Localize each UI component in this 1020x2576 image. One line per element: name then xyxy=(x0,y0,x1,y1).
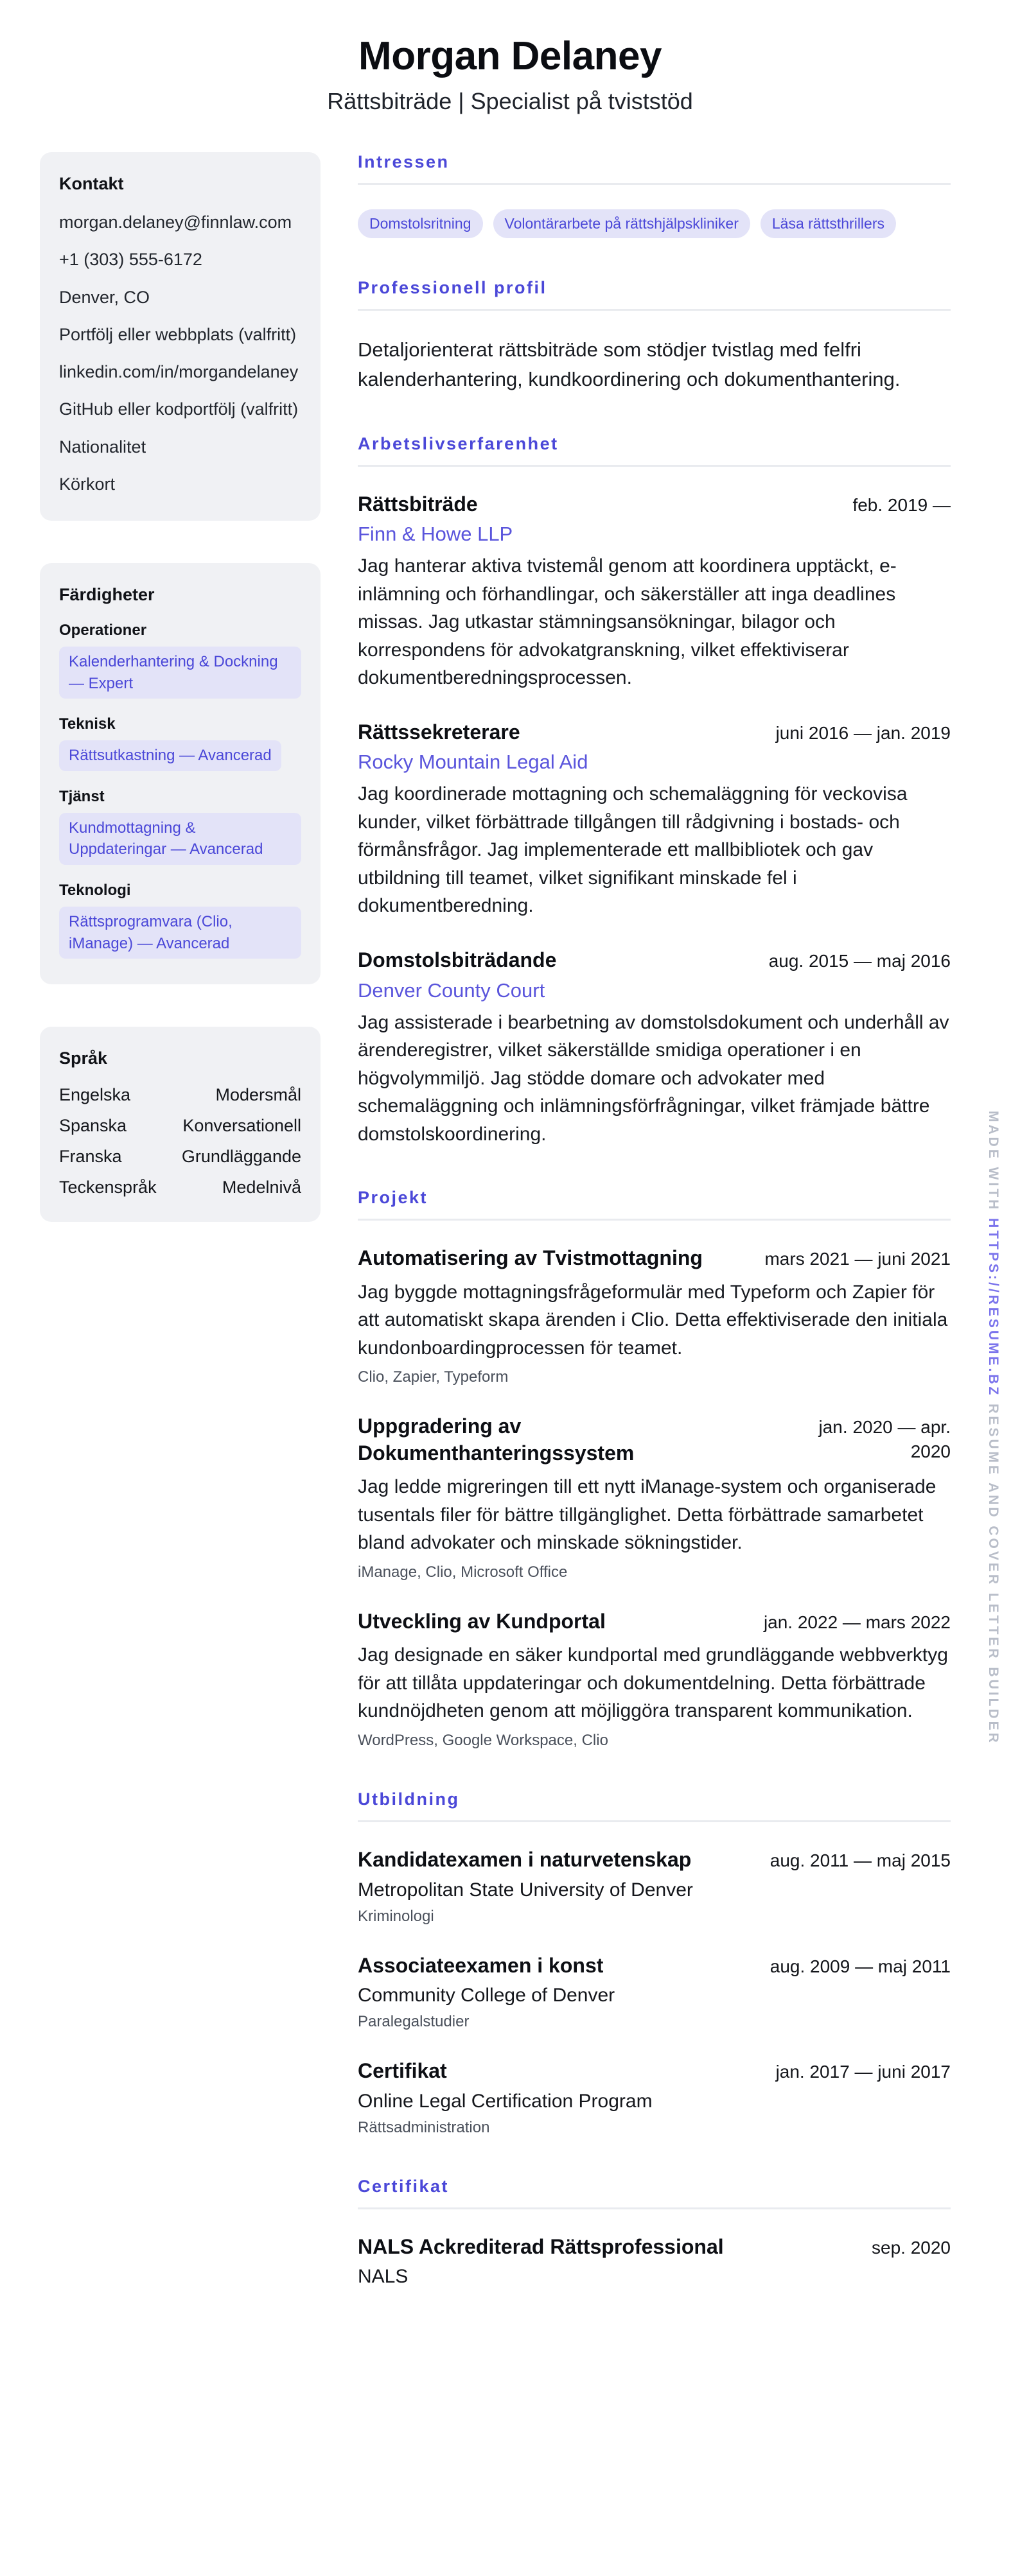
contact-location: Denver, CO xyxy=(59,287,150,307)
project-entry xyxy=(358,1245,951,1386)
section-interests xyxy=(358,152,951,238)
interest-tag: Läsa rättsthrillers xyxy=(761,209,896,238)
contact-portfolio-placeholder: Portfölj eller webbplats (valfritt) xyxy=(59,324,297,344)
interest-tag: Volontärarbete på rättshjälpskliniker xyxy=(493,209,750,238)
certificate-entry xyxy=(358,2234,951,2288)
project-description: Jag designade en säker kundportal med grundläggande webbverktyg för att tillåta uppdateringar och dokumentdelning. Detta förbättrade kundnöjdheten genom att möjliggöra transparent kommunikation. xyxy=(358,1644,948,1722)
project-date: jan. 2020 — apr. 2020 xyxy=(818,1417,951,1461)
contact-github-placeholder: GitHub eller kodportfölj (valfritt) xyxy=(59,399,299,419)
interests-heading: Intressen xyxy=(358,152,951,185)
job-description: Jag assisterade i bearbetning av domstolsdokument och underhåll av ärenderegistrer, vilket säkerställde smidiga operationer i en högvolymmiljö. Jag stödde domare och advokater med schemaläggning och inlämningsförfrågningar, vilket främjade bättre domstolskoordinering. xyxy=(358,1011,949,1145)
school-name: Metropolitan State University of Denver xyxy=(358,1879,693,1901)
project-description: Jag byggde mottagningsfrågeformulär med Typeform och Zapier för att automatiskt skapa ärenden i Clio. Detta effektiviserade den initiala kundonboardingprocessen för teamet. xyxy=(358,1281,948,1359)
main-content xyxy=(358,152,951,2328)
school-name: Online Legal Certification Program xyxy=(358,2090,653,2112)
project-tech: iManage, Clio, Microsoft Office xyxy=(358,1563,568,1581)
candidate-title: Rättsbiträde | Specialist på tviststöd xyxy=(327,88,693,114)
experience-heading: Arbetslivserfarenhet xyxy=(358,434,951,467)
project-tech: WordPress, Google Workspace, Clio xyxy=(358,1731,608,1749)
job-date: feb. 2019 — xyxy=(852,494,951,515)
language-level: Modersmål xyxy=(215,1085,301,1105)
contact-email[interactable]: morgan.delaney@finnlaw.com xyxy=(59,213,292,232)
languages-card-title: Språk xyxy=(59,1049,108,1068)
language-row xyxy=(59,1147,301,1167)
language-name: Franska xyxy=(59,1147,122,1167)
language-level: Grundläggande xyxy=(181,1147,301,1167)
project-tech: Clio, Zapier, Typeform xyxy=(358,1368,509,1386)
field-of-study: Kriminologi xyxy=(358,1907,434,1925)
job-description: Jag koordinerade mottagning och schemaläggning för veckovisa kunder, vilket förbättrade tillgången till rådgivning i bostads- och förmånsfrågor. Jag implementerade ett mallbibliotek och gav utbildning till teamet, vilket signifikant minskade fel i dokumentberedning. xyxy=(358,783,908,917)
language-level: Medelnivå xyxy=(222,1178,301,1197)
job-description: Jag hanterar aktiva tvistemål genom att koordinera upptäckt, e-inlämning och förhandlingar, och säkerställer att inga deadlines missas. Jag utkastar stämningsansökningar, bilagor och korrespondens för advokatgranskning, vilket effektiviserar dokumentberedningsprocessen. xyxy=(358,555,897,689)
watermark-tagline: RESUME AND COVER LETTER BUILDER xyxy=(986,1397,1001,1745)
section-profile xyxy=(358,278,951,394)
company-link[interactable]: Finn & Howe LLP xyxy=(358,523,513,546)
skill-tag: Rättsutkastning — Avancerad xyxy=(59,740,281,771)
section-projects xyxy=(358,1188,951,1750)
skill-tag: Rättsprogramvara (Clio, iManage) — Avancerad xyxy=(59,907,301,959)
skill-tag: Kalenderhantering & Dockning — Expert xyxy=(59,647,301,699)
watermark-made-with: MADE WITH xyxy=(986,1111,1001,1219)
certificate-title: NALS Ackrediterad Rättsprofessional xyxy=(358,2234,724,2258)
project-title: Automatisering av Tvistmottagning xyxy=(358,1246,703,1270)
language-name: Teckenspråk xyxy=(59,1178,157,1197)
job-date: aug. 2015 — maj 2016 xyxy=(768,950,951,971)
field-of-study: Rättsadministration xyxy=(358,2118,490,2136)
education-date: aug. 2011 — maj 2015 xyxy=(769,1850,951,1870)
certificate-date: sep. 2020 xyxy=(872,2237,951,2258)
resume-body xyxy=(0,152,1020,2328)
job-entry xyxy=(358,491,951,692)
language-row xyxy=(59,1116,301,1136)
degree-title: Associateexamen i konst xyxy=(358,1953,604,1977)
school-name: Community College of Denver xyxy=(358,1985,615,2006)
profile-heading: Professionell profil xyxy=(358,278,951,311)
skill-group xyxy=(59,715,301,771)
skill-tag: Kundmottagning & Uppdateringar — Avancerad xyxy=(59,813,301,865)
language-name: Spanska xyxy=(59,1116,127,1136)
skill-group xyxy=(59,622,301,699)
sidebar xyxy=(40,152,321,1264)
job-title: Rättsbiträde xyxy=(358,492,478,516)
contact-card-title: Kontakt xyxy=(59,174,124,193)
resume-header xyxy=(0,33,1020,115)
job-entry xyxy=(358,947,951,1148)
job-date: juni 2016 — jan. 2019 xyxy=(775,722,951,743)
section-education xyxy=(358,1789,951,2137)
language-row xyxy=(59,1085,301,1105)
projects-heading: Projekt xyxy=(358,1188,951,1221)
skill-group xyxy=(59,882,301,959)
skills-card xyxy=(40,563,321,984)
contact-card xyxy=(40,152,321,521)
education-date: jan. 2017 — juni 2017 xyxy=(775,2062,951,2082)
field-of-study: Paralegalstudier xyxy=(358,2013,470,2031)
job-title: Domstolsbiträdande xyxy=(358,948,557,971)
certificates-heading: Certifikat xyxy=(358,2177,951,2209)
language-level: Konversationell xyxy=(182,1116,301,1136)
interest-tags xyxy=(358,209,951,238)
project-date: jan. 2022 — mars 2022 xyxy=(763,1612,951,1632)
skill-group-label: Teknologi xyxy=(59,881,131,899)
language-name: Engelska xyxy=(59,1085,131,1105)
project-title: Uppgradering av Dokumenthanteringssystem xyxy=(358,1414,635,1465)
project-date: mars 2021 — juni 2021 xyxy=(764,1249,951,1269)
certificate-issuer: NALS xyxy=(358,2266,409,2288)
watermark-url[interactable]: HTTPS://RESUME.BZ xyxy=(986,1218,1001,1398)
candidate-name: Morgan Delaney xyxy=(358,34,662,78)
education-heading: Utbildning xyxy=(358,1789,951,1822)
project-description: Jag ledde migreringen till ett nytt iManage-system och organiserade tusentals filer för bättre tillgänglighet. Detta förbättrade samarbetet bland advokater och minskade sökningstider. xyxy=(358,1476,936,1554)
education-entry xyxy=(358,1847,951,1926)
skill-group xyxy=(59,788,301,865)
skill-group-label: Tjänst xyxy=(59,787,105,805)
contact-phone: +1 (303) 555-6172 xyxy=(59,250,202,270)
degree-title: Kandidatexamen i naturvetenskap xyxy=(358,1847,692,1871)
languages-card xyxy=(40,1027,321,1222)
company-link[interactable]: Denver County Court xyxy=(358,979,545,1002)
section-certificates xyxy=(358,2177,951,2288)
profile-text: Detaljorienterat rättsbiträde som stödjer tvistlag med felfri kalenderhantering, kundkoordinering och dokumenthantering. xyxy=(358,338,901,390)
contact-drivers-license: Körkort xyxy=(59,474,116,494)
education-entry xyxy=(358,1953,951,2032)
section-experience xyxy=(358,434,951,1148)
job-entry xyxy=(358,719,951,920)
job-title: Rättssekreterare xyxy=(358,720,520,744)
skill-group-label: Teknisk xyxy=(59,715,116,733)
project-entry xyxy=(358,1413,951,1581)
interest-tag: Domstolsritning xyxy=(358,209,483,238)
project-title: Utveckling av Kundportal xyxy=(358,1609,606,1633)
skills-card-title: Färdigheter xyxy=(59,585,155,604)
education-entry xyxy=(358,2058,951,2137)
language-row xyxy=(59,1178,301,1197)
project-entry xyxy=(358,1608,951,1750)
degree-title: Certifikat xyxy=(358,2059,447,2083)
watermark xyxy=(985,1111,1001,1745)
contact-nationality: Nationalitet xyxy=(59,437,146,457)
contact-linkedin[interactable]: linkedin.com/in/morgandelaney xyxy=(59,362,299,381)
education-date: aug. 2009 — maj 2011 xyxy=(769,1956,951,1976)
company-link[interactable]: Rocky Mountain Legal Aid xyxy=(358,751,588,774)
skill-group-label: Operationer xyxy=(59,622,147,639)
